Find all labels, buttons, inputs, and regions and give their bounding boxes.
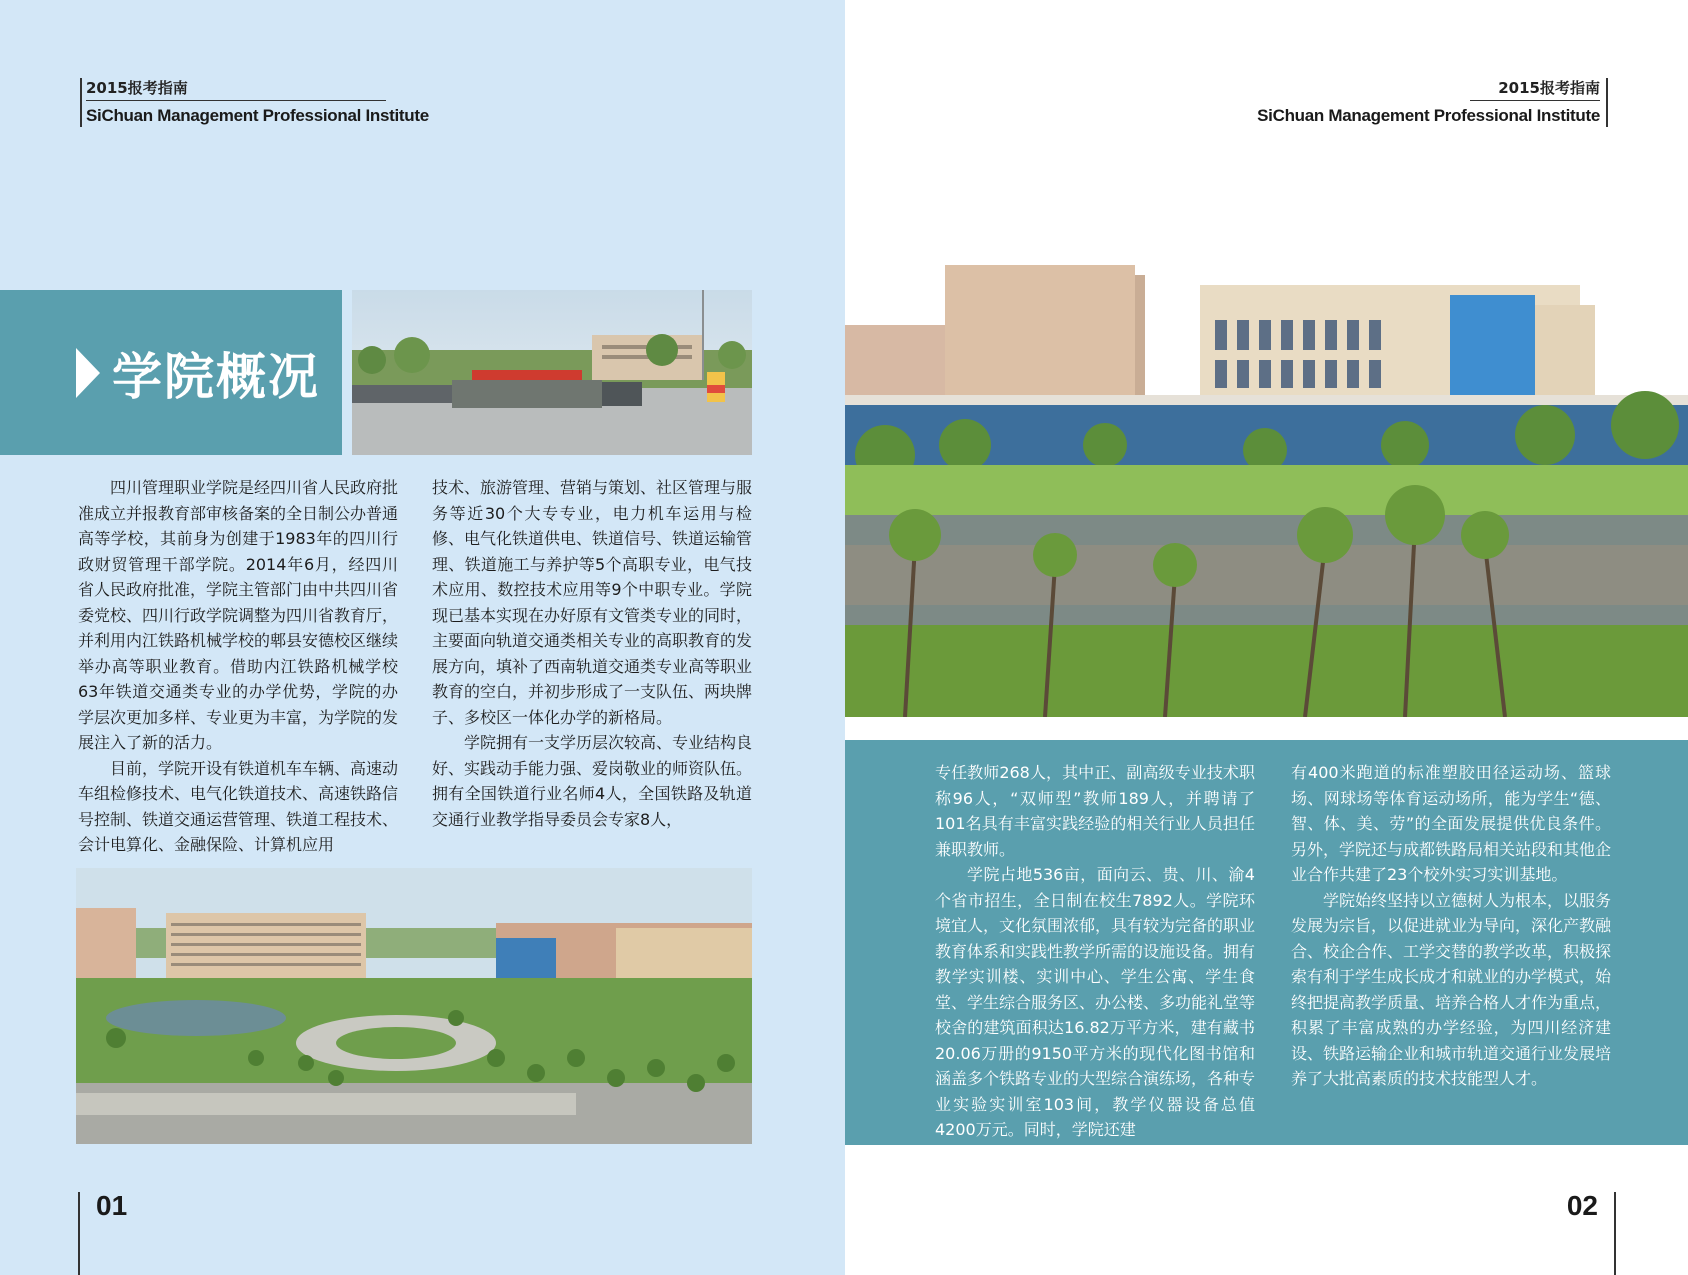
guide-title: 2015报考指南	[86, 79, 188, 97]
page-number-left	[78, 1192, 127, 1275]
right-text-column-1	[935, 760, 1255, 1143]
campus-gate-photo	[352, 290, 752, 455]
right-text-column-2	[1291, 760, 1611, 1092]
campus-aerial-photo	[76, 868, 752, 1144]
section-title: 学院概况	[112, 347, 320, 406]
paragraph: 学院拥有一支学历层次较高、专业结构良好、实践动手能力强、爱岗敬业的师资队伍。拥有全国铁道行业名师4人，全国铁路及轨道交通行业教学指导委员会专家8人，	[432, 733, 753, 829]
building-lake-photo	[845, 245, 1688, 717]
guide-title: 2015报考指南	[1498, 79, 1600, 97]
paragraph: 学院占地536亩，面向云、贵、川、渝4个省市招生，全日制在校生7892人。学院环境宜人，文化氛围浓郁，具有较为完备的职业教育体系和实践性教学所需的设施设备。拥有教学实训楼、实训中心、学生公寓、学生食堂、学生综合服务区、办公楼、多功能礼堂等校舍的建筑面积达16.82万平方米，建有藏书20.06万册的9150平方米的现代化图书馆和涵盖多个铁路专业的大型综合演练场，各种专业实验实训室103间，教学仪器设备总值4200万元。同时，学院还建	[935, 865, 1256, 1139]
page-number-label: 02	[1566, 1190, 1598, 1221]
left-text-column-1	[78, 475, 398, 858]
right-running-header	[1257, 78, 1608, 127]
paragraph-continued: 有400米跑道的标准塑胶田径运动场、篮球场、网球场等体育运动场所，能为学生“德、智、体、美、劳”的全面发展提供优良条件。另外，学院还与成都铁路局相关站段和其他企业合作共建了23个校外实习实训基地。	[1291, 763, 1612, 884]
paragraph-continued: 技术、旅游管理、营销与策划、社区管理与服务等近30个大专专业，电力机车运用与检修、电气化铁道供电、铁道信号、铁道运输管理、铁道施工与养护等5个高职专业，电气技术应用、数控技术应用等9个中职专业。学院现已基本实现在办好原有文管类专业的同时，主要面向轨道交通类相关专业的高职教育的发展方向，填补了西南轨道交通类专业高等职业教育的空白，并初步形成了一支队伍、两块牌子、多校区一体化办学的新格局。	[432, 478, 753, 727]
section-title-block	[0, 290, 342, 455]
paragraph: 学院始终坚持以立德树人为根本，以服务发展为宗旨，以促进就业为导向，深化产教融合、校企合作、工学交替的教学改革，积极探索有利于学生成长成才和就业的办学模式，始终把提高教学质量、培养合格人才作为重点，积累了丰富成熟的办学经验，为四川经济建设、铁路运输企业和城市轨道交通行业发展培养了大批高素质的技术技能型人才。	[1291, 890, 1612, 1088]
school-name: SiChuan Management Professional Institute	[86, 106, 429, 125]
page-number-label: 01	[96, 1190, 128, 1221]
paragraph-continued: 专任教师268人，其中正、副高级专业技术职称96人，“双师型”教师189人，并聘请了101名具有丰富实践经验的相关行业人员担任兼职教师。	[935, 763, 1255, 859]
right-text-panel	[845, 740, 1688, 1145]
header-rule	[86, 100, 386, 101]
page-number-right	[1567, 1192, 1616, 1275]
paragraph: 四川管理职业学院是经四川省人民政府批准成立并报教育部审核备案的全日制公办普通高等学校，其前身为创建于1983年的四川行政财贸管理干部学院。2014年6月，经四川省人民政府批准，学院主管部门由中共四川省委党校、四川行政学院调整为四川省教育厅，并利用内江铁路机械学校的郫县安德校区继续举办高等职业教育。借助内江铁路机械学校63年铁道交通类专业的办学优势，学院的办学层次更加多样、专业更为丰富，为学院的发展注入了新的活力。	[78, 478, 399, 752]
header-rule	[1470, 100, 1600, 101]
paragraph: 目前，学院开设有铁道机车车辆、高速动车组检修技术、电气化铁道技术、高速铁路信号控制、铁道交通运营管理、铁道工程技术、会计电算化、金融保险、计算机应用	[78, 758, 399, 854]
play-arrow-icon	[76, 348, 100, 398]
left-running-header	[80, 78, 429, 127]
school-name: SiChuan Management Professional Institute	[1257, 106, 1600, 125]
left-text-column-2	[432, 475, 752, 832]
